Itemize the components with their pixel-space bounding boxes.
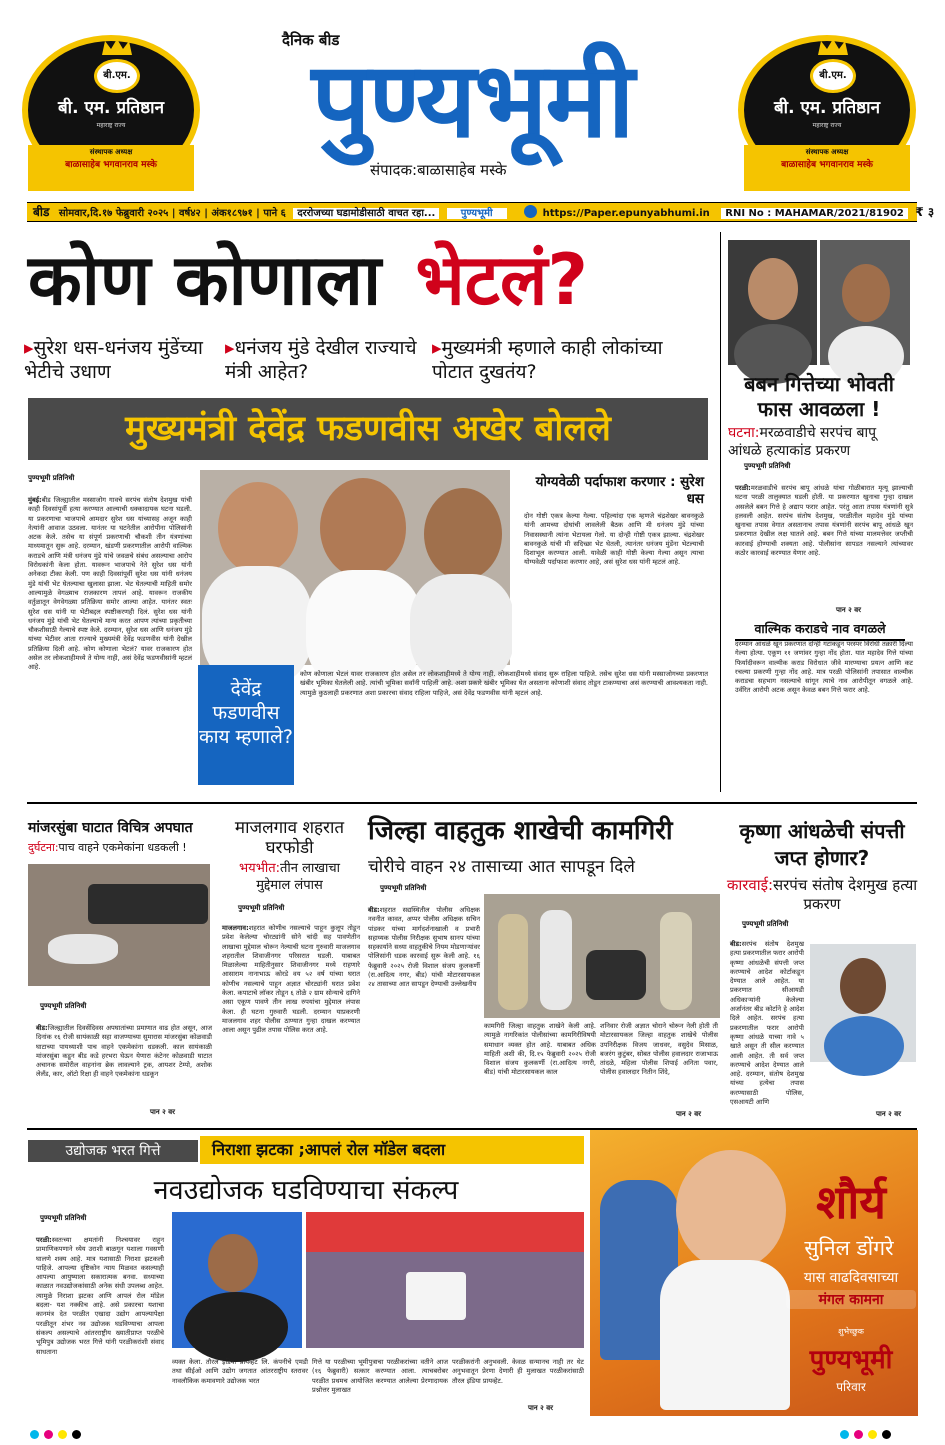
politicians-photo bbox=[200, 470, 510, 665]
right-top-body-lead: परळी: bbox=[735, 484, 751, 492]
column-rule bbox=[720, 232, 721, 792]
entre-body-col4: परळीकरांनी अनुभवली. केवळ सन्मानच नाही तर थेट अनुभवातून प्रेरणा देणारी ही मुलाखत परळीकरांसाठी तौरल इंडिया प्रायव्हेट. bbox=[452, 1358, 584, 1385]
lead-kicker: ▸मुख्यमंत्री म्हणाले काही लोकांच्या पोटात दुखतंय? bbox=[432, 337, 663, 383]
traffic-sub: चोरीचे वाहन २४ तासाच्या आत सापडून दिले bbox=[368, 857, 635, 877]
traffic-police-photo bbox=[484, 894, 720, 1018]
more-link[interactable]: पान २ वर bbox=[676, 1110, 701, 1118]
badge-founder: बाळासाहेब भगवानराव मस्के bbox=[65, 160, 157, 170]
info-tagline: दररोजच्या घडामोडीसाठी वाचत रहा... bbox=[293, 208, 439, 219]
entre-body-text: स्वतःच्या क्षमतांनी निश्चयावर राहून प्रामाणिकपणाने ध्येय उराशी बाळगून यशाला गवसणी घालणे शक्य आहे. मात्र यशासाठी निराशा झटकली पाहिजे. आपल्या दृष्टिकोन न्याय मिळवत कसल्याही आपल्या आयुष्याला सकारात्मक बनवा. सध्याच्या काळात नवउद्योजकांसाठी अनेक संधी उपलब्ध आहेत. त्यामुळे निराशा झटका आणि आपलं रोल मॉडेल बदला- यश नक्कीच आहे. असे प्रकारचा यशाचा कानमंत्र देत परळीत एखादा उद्योग आपल्यापेक्षा परळीतून शंभर नव उद्योजक घडविण्याचा आपला संकल्प असल्याचे आंतरराष्ट्रीय ख्यातीप्राप्त परळीचे भूमिपुत्र उद्योजक भरत गित्ते यांनी परळीकरांशी संवाद साधताना bbox=[36, 1236, 164, 1356]
masthead-daily: दैनिक बीड bbox=[282, 31, 340, 49]
krishna-body-lead: बीड: bbox=[730, 940, 742, 948]
krishna-headline: कृष्णा आंधळेची संपत्ती जप्त होणार? bbox=[739, 819, 905, 870]
info-year: वर्ष४२ bbox=[178, 208, 201, 219]
more-link[interactable]: पान २ वर bbox=[836, 606, 861, 614]
child-photo bbox=[660, 1260, 790, 1410]
info-price: ₹ ३ bbox=[915, 205, 935, 219]
info-issue: अंक१८९७१ bbox=[211, 208, 253, 219]
masthead-editor: संपादक:बाळासाहेब मस्के bbox=[370, 161, 507, 179]
lead-headline-red: भेटलं? bbox=[415, 239, 589, 321]
krishna-body-text: सरपंच संतोष देशमुख हत्या प्रकरणातील फरार आरोपी कृष्णा आंधळेची संपत्ती जप्त करण्याचे आदेश कोर्टाकडून देण्यात आले आहेत. या प्रकरणात सीआयडी अधिकाऱ्यांनी केलेल्या अर्जानंतर बीड कोर्टाने हे आदेश दिले आहेत. सरपंच हत्या प्रकरणातील फरार आरोपी कृष्णा आंधळे याच्या नावे ५ खाते असून ती सील करण्यात आली आहेत. ती सर्व जप्त करण्याचे आदेश देण्यात आले आहे. दरम्यान, संतोष देशमुख यांच्या हत्येचा तपास करण्यासाठी पोलिस, एसआयटी आणि bbox=[730, 940, 804, 1107]
theft-body-text: शहरात कोणीच नसल्याचे पाहून कुलूप तोडून प्रवेश केलेल्या चोरट्यांनी सोने चांदी सह पावणेतीन लाखाचा मुद्देमाल चोरून नेल्याची घटना गुरुवारी माजलगाव शहरातील शिवाजीनगर परिसरात घडली. याबाबत मिळालेल्या माहितीनुसार शिवाजीनगर मध्ये राहणारे आसाराम नानाभाऊ कोरडे वय ५२ वर्ष यांच्या घरात कोणीच नसल्याचे पाहून अज्ञात चोरट्यांनी घरात प्रवेश केला. कपाटाचे लॉकर तोडून ६ तोळे २ ग्राम सोन्याचे दागिने असा एकूण पावणे तीन लाख रुपयांचा मुद्देमाल लंपास केला. ही घटना गुरुवारी घडली. दरम्यान याप्रकरणी माजलगाव शहर पोलीस ठाण्यात गुन्हा दाखल करण्यात आला असून पुढील तपास पोलिस करत आहे. bbox=[222, 924, 360, 1035]
right-sub-headline: वाल्मिक कराडचे नाव वगळले bbox=[735, 620, 905, 641]
right-top-kicker bbox=[728, 424, 910, 460]
entre-kicker: निराशा झटका ;आपलं रोल मॉडेल बदला bbox=[200, 1136, 584, 1164]
entre-felicitation-photo bbox=[306, 1212, 584, 1348]
lead-headline-black: कोण कोणाला bbox=[28, 239, 382, 321]
theft-byline: पुण्यभूमी प्रतिनिधी bbox=[238, 904, 285, 912]
right-top-headline: बबन गित्तेच्या भोवती फास आवळला ! bbox=[744, 372, 894, 421]
accident-kicker bbox=[28, 840, 218, 855]
theft-body bbox=[222, 924, 360, 1122]
crown-icon bbox=[100, 37, 134, 57]
lead-banner: मुख्यमंत्री देवेंद्र फडणवीस अखेर बोलले bbox=[28, 398, 708, 460]
krishna-body bbox=[730, 940, 804, 1116]
traffic-body-col2: कामगिरी जिल्हा वाहतुक शाखेने केली आहे. त्यामुळे नागरिकांत पोलीसांच्या कामगिरीविषयी समाधान व्यक्त होत आहे. याबाबत अधिक माहिती अशी की, दि.१५ फेब्रुवारी २०२५ रोजी विशाल संजय कुलकर्णी (रा.आदित्य नगरी, बीड) यांची मोटारसायकल काल bbox=[484, 1022, 596, 1077]
badge-initials: बी.एम. bbox=[810, 59, 856, 93]
lead-body bbox=[28, 496, 192, 781]
more-link[interactable]: पान २ वर bbox=[150, 1108, 175, 1116]
info-bar: बीड सोमवार,दि.१७ फेब्रुवारी २०२५ | वर्ष४२ | अंक१८९७१ | पाने ६ दररोजच्या घडामोडीसाठी वाचत रहा... पुण्यभूमी https://Paper.epunyabhumi.in RNI No : MAHAMAR/2021/81902 ₹ ३ bbox=[27, 202, 917, 222]
lead-byline: पुण्यभूमी प्रतिनिधी bbox=[28, 474, 75, 482]
badge-founder: बाळासाहेब भगवानराव मस्के bbox=[781, 160, 873, 170]
right-sub-body: दरम्यान आंधळे खून प्रकरणात दोन्ही गटांकडून परस्पर विरोधी तक्रारी दिल्या गेल्या होत्या. एकूण ११ जणांवर गुन्हा नोंद होता. यात महादेव गित्ते यांच्या फिर्यादीवरून वाल्मीक कराड विरोधात जीवे मारण्याचा प्रयत्न आणि कट रचल्या प्रकरणी गुन्हा नोंद आहे. मात्र परळी पोलिसांनी तपासात वाल्मीक कराडचा सहभाग नसल्याचे सांगून त्याचे नाव आरोपीतून वगळले आहे. उर्वरित आरोपी अटक असून केवळ बबन गित्ते फरार आहे. bbox=[735, 640, 913, 695]
krishna-kicker-label: कारवाई: bbox=[726, 876, 773, 894]
ad-name-rest: सुनिल डोंगरे bbox=[804, 1236, 894, 1260]
badge-founder-role: संस्थापक अध्यक्ष bbox=[805, 148, 849, 156]
theft-kicker-label: भयभीत: bbox=[239, 861, 281, 876]
entre-byline: पुण्यभूमी प्रतिनिधी bbox=[40, 1214, 87, 1222]
badge-name: बी. एम. प्रतिष्ठान bbox=[773, 98, 881, 118]
quote-body: कोण कोणाला भेटलं यावर राजकारण होत असेल तर लोकशाहीमध्ये ते योग्य नाही. लोकशाहीमध्ये संवाद सुरू राहिला पाहिजे. तसेच सुरेश धस यांनी मस्साजोगच्या प्रकरणात खंबीर भूमिका घेतलेली आहे. त्यांची भूमिका सर्वांनी पाहिली आहे. अशा प्रकारे खंबीर भूमिका घेत असताना कोणाशी संवाद तोडून टाकण्याचा असं करण्याची आवश्यकता नाही. त्यामुळे कुठलाही प्रकरणात अशा प्रकारचा संवाद राहिला पाहिजे, असं देवेंद्र फडणवीस यांनी म्हटलं आहे. bbox=[300, 670, 708, 697]
right-top-kicker-label: घटना: bbox=[728, 425, 760, 441]
lead-kicker-text: धनंजय मुंडे देखील राज्याचे मंत्री आहेत? bbox=[225, 337, 417, 383]
badge-state: महाराष्ट्र राज्य bbox=[812, 122, 842, 129]
more-link[interactable]: पान २ वर bbox=[528, 1404, 553, 1412]
side-body: दोन गोष्टी एकत्र केल्या गेल्या. पहिल्यांदा एक म्हणजे चंद्रशेखर बावनकुळे यांनी आमच्या दोघांची लावलेली बैठक आणि मी धनंजय मुंडे यांच्या निवासस्थानी त्यांना भेटायला गेलो. या दोन्ही गोष्टी एकत्र झाल्या. चंद्रशेखर बावनकुळे यांची मी सदिच्छा भेट घेतली, त्यानंतर धनंजय मुंडेंना भेटल्याची दिशाभूल करण्यात आली. यावेळी काही गोष्टी केल्या गेल्या असून त्याचा योग्यवेळी पर्दाफाश करणार आहे, असं सुरेश धस यांनी म्हटलं आहे. bbox=[524, 512, 704, 567]
entre-section-tag: उद्योजक भरत गित्ते bbox=[28, 1140, 198, 1162]
left-trust-badge bbox=[22, 35, 200, 185]
quote-label: देवेंद्र फडणवीस काय म्हणाले? bbox=[198, 665, 294, 785]
ad-family: परिवार bbox=[836, 1380, 866, 1394]
accident-photo bbox=[28, 864, 210, 986]
theft-kicker-text: तीन लाखाचा मुद्देमाल लंपास bbox=[256, 861, 340, 893]
registration-marks bbox=[30, 1424, 230, 1434]
side-box bbox=[512, 470, 708, 666]
registration-marks bbox=[840, 1424, 920, 1434]
traffic-body-lead: बीड: bbox=[368, 906, 380, 914]
info-mini-logo: पुण्यभूमी bbox=[447, 208, 507, 219]
section-rule bbox=[27, 802, 917, 804]
krishna-kicker-text: सरपंच संतोष देशमुख हत्या प्रकरण bbox=[773, 876, 918, 913]
right-top-byline: पुण्यभूमी प्रतिनिधी bbox=[744, 462, 791, 470]
accident-headline: मांजरसुंबा घाटात विचित्र अपघात bbox=[28, 820, 193, 836]
traffic-body bbox=[368, 906, 480, 1114]
accused-photo bbox=[728, 240, 817, 365]
accident-kicker-label: दुर्घटना: bbox=[28, 841, 59, 854]
theft-body-lead: माजलगाव: bbox=[222, 924, 249, 932]
lead-headline bbox=[28, 230, 588, 330]
info-city: बीड bbox=[33, 205, 50, 219]
info-url[interactable]: https://Paper.epunyabhumi.in bbox=[542, 208, 710, 219]
lead-kicker-text: मुख्यमंत्री म्हणाले काही लोकांच्या पोटात दुखतंय? bbox=[432, 337, 663, 383]
theft-kicker bbox=[222, 860, 357, 894]
badge-founder-role: संस्थापक अध्यक्ष bbox=[89, 148, 133, 156]
accident-body-text: जिल्ह्यातील दिवसेंदिवस अपघातांच्या प्रमाणात वाढ होत असून, आज दिनांक १६ रोजी सायंकाळी सहा वाजण्याच्या सुमारास मांजरसुंबा कोळवाडी घाटाच्या पायथ्याशी पाच वाहने एकमेकांना धडकली. काल सायंकाळी मांजरसुंबा कडून बीड कडे हरभरा घेऊन येणारा कंटेनर कोळवाडी घाटात अचानक समोरील वाहनांना ब्रेक लावल्याने ट्रक, आयशर टेम्पो, अशोक लेलँड, कार, ऑटो रिक्षा ही वाहने एकमेकांना धडकून bbox=[36, 1024, 212, 1079]
child-photo bbox=[676, 1150, 786, 1270]
lead-kicker: ▸सुरेश धस-धनंजय मुंडेंच्या भेटीचे उधाण bbox=[24, 337, 203, 383]
krishna-byline: पुण्यभूमी प्रतिनिधी bbox=[742, 920, 789, 928]
accident-body bbox=[36, 1024, 212, 1116]
krishna-kicker bbox=[726, 876, 918, 914]
accused-photo bbox=[820, 240, 910, 365]
traffic-body-col3: शनिवार रोजी अज्ञात चोराने चोरून नेली होती ती मोटारसायकल जिल्हा वाहतुक शाखेचे पोलीस उपनिरीक्षक विजय जाधवर, वसुदेव मिसाळ, बजरंग कुटुंबर, सोबत पोलीस हवालदार राजाभाऊ तांदळे, महिला पोलीस शिपाई अनिता पवार, पोलीस हवालदार नितीन शिंदे, bbox=[600, 1022, 718, 1077]
crown-icon bbox=[816, 37, 850, 57]
right-top-kicker-text: मरळवाडीचे सरपंच बापू आंधळे हत्याकांड प्रकरण bbox=[728, 425, 877, 459]
accident-kicker-text: पाच वाहने एकमेकांना धडकली ! bbox=[58, 841, 187, 854]
entre-body-lead: परळी: bbox=[36, 1236, 52, 1244]
badge-founder-band bbox=[744, 145, 910, 191]
info-rni: RNI No : MAHAMAR/2021/81902 bbox=[721, 208, 908, 219]
traffic-byline: पुण्यभूमी प्रतिनिधी bbox=[380, 884, 427, 892]
birthday-ad bbox=[590, 1130, 918, 1416]
badge-initials: बी.एम. bbox=[94, 59, 140, 93]
ad-name-big: शौर्य bbox=[816, 1175, 886, 1229]
masthead-title: पुण्यभूमी bbox=[311, 39, 633, 161]
entre-body-col2: व्यक्त केला. तौरल इंडिया प्रायव्हेट लि. कंपनीचे एमडी तथा सीईओ आणि उद्योग जगतात आंतरराष्ट्रीय स्तरावर नावलौकिक कमावणारे उद्योजक भरत bbox=[172, 1358, 308, 1385]
entre-body-col3: गित्ते या परळीच्या भूमीपुत्राचा परळीकरांच्या वतीने आज (१६ फेब्रुवारी) सत्कार करण्यात आला. त्याचबरोबर परळीत प्रथमच आयोजित करण्यात आलेल्या प्रेरणादायक प्रश्नोत्तर मुलाखत bbox=[312, 1358, 448, 1394]
ad-line2: मंगल कामना bbox=[786, 1290, 916, 1309]
lead-body-text: बीड जिल्ह्यातील मस्साजोग गावचे सरपंच संतोष देशमुख यांची काही दिवसांपूर्वी हत्या करण्यात आल्याची धक्कादायक घटना घडली. या प्रकरणाचा भाजपाचे आमदार सुरेश धस यांच्यासह अजून काही नेत्यांनी आवाज उठवला. यानंतर या घटनेतील आरोपीना पोलिसांनी अटक केले. तसेच या संपूर्ण प्रकरणाची चौकशी तीन यंत्रणांच्या माध्यमातून सुरू आहे. दरम्यान, खंडणी प्रकरणातील आरोपी वाल्मिक कराडचे आणि मंत्री धनंजय मुंडे यांचे जवळचे संबंध असल्याचा आरोप विरोधकांनी केला होता. यावरून भाजपाचे नेते सुरेश धस यांनी अनेकदा टीका केली. पण काही दिवसांपूर्वी सुरेश धस यांनी धनंजय मुंडे यांची भेट घेतल्याचा खुलासा झाला. भेट घेतल्याची माहिती समोर आल्यामुळे वेगळ्याच राजकारण तापलं आहे. यावरून राजकीय वर्तुळातून वेगवेगळ्या प्रतिक्रिया समोर आल्या आहेत. यानंतर स्वतः सुरेश धस यांनी या भेटीबद्दल स्पष्टीकरणही दिलं. सुरेश धस यांनी धनंजय मुंडे यांची भेट घेतल्याचे मान्य करत आपण त्यांच्या प्रकृतीच्या चौकशीसाठी गेल्याचे स्पष्ट केले. दरम्यान, सुरेश धस आणि धनंजय मुंडे यांच्या भेटीवर आता राज्याचे मुख्यमंत्री देवेंद्र फडणवीस यांनी देखील प्रतिक्रिया दिली आहे. कोण कोणाला भेटलं? यावर राजकारण होत असेल तर लोकशाहीमध्ये ते योग्य नाही, असं देवेंद्र फडणवीसांनी म्हटलं आहे. bbox=[28, 496, 192, 672]
right-top-body-text: मरळवाडीचे सरपंच बापू आंधळे यांचा गोळीबारात मृत्यू झाल्याची घटना परळी तालुक्यात घडली होती. या प्रकरणात खुनाचा गुन्हा दाखल असलेले बबन गित्ते हे अद्याप फरार आहेत. परंतु आता तपास यंत्रणांनी सुत्रे हलवली आहेत. सरपंच संतोष देशमुख, परळीतील महादेव मुंडे यांच्या खुनाचा तपास वेगात असतानाच तपास यंत्रणांनी सरपंच बापू आंधळे खून प्रकरणात देखील लक्ष घातले आहे. बबन गित्ते यांच्या मालमत्तेवर जप्तीची कारवाई होण्याची शक्यता आहे. पोलीसांना सापडत नसल्याने त्यांच्यावर कठोर कारवाई करण्यात येणार आहे. bbox=[735, 484, 913, 558]
more-link[interactable]: पान २ वर bbox=[876, 1110, 901, 1118]
accused-krishna-photo bbox=[810, 944, 916, 1062]
accident-byline: पुण्यभूमी प्रतिनिधी bbox=[40, 1002, 87, 1010]
badge-state: महाराष्ट्र राज्य bbox=[96, 122, 126, 129]
accident-body-lead: बीड: bbox=[36, 1024, 48, 1032]
ad-line1: यास वाढदिवसाच्या bbox=[803, 1270, 899, 1286]
entre-body bbox=[36, 1236, 164, 1414]
globe-icon bbox=[524, 205, 537, 218]
traffic-headline: जिल्हा वाहतुक शाखेची कामगिरी bbox=[368, 816, 673, 846]
ad-from: शुभेच्छुक bbox=[838, 1327, 864, 1336]
entre-speaker-photo bbox=[172, 1212, 302, 1348]
lead-kicker: ▸धनंजय मुंडे देखील राज्याचे मंत्री आहेत? bbox=[225, 337, 417, 383]
lead-kicker-text: सुरेश धस-धनंजय मुंडेंच्या भेटीचे उधाण bbox=[24, 337, 203, 383]
lead-body-lead: मुंबई: bbox=[28, 496, 42, 504]
right-trust-badge bbox=[738, 35, 916, 185]
info-date: सोमवार,दि.१७ फेब्रुवारी २०२५ bbox=[58, 208, 169, 219]
theft-headline: माजलगाव शहरात घरफोडी bbox=[234, 818, 345, 858]
side-title: योग्यवेळी पर्दाफाश करणार : सुरेश धस bbox=[535, 474, 704, 507]
info-pages: पाने ६ bbox=[263, 208, 286, 219]
traffic-body-text: शहरात सद्यस्थितील पोलीस अधिक्षक नवनीत कावत, अप्पर पोलीस अधिक्षक सचिन पांडकर यांच्या मार्गदर्शनाखाली व प्रभारी सहाय्यक पोलीस निरीक्षक सुभाष सानप यांच्या सहकार्याने सध्या वाहतुकीचे नियम मोडणाऱ्यांवर पोलिसांनी धडक कारवाई सुरू केली आहे. १६ फेब्रुवारी २०२५ रोजी विशाल संजय कुलकर्णी (रा.आदित्य नगर, बीड) यांची मोटारसायकल २४ तासाच्या आत सापडून देण्याची उल्लेखनीय bbox=[368, 906, 480, 989]
badge-name: बी. एम. प्रतिष्ठान bbox=[57, 98, 165, 118]
entre-headline: नवउद्योजक घडविण्याचा संकल्प bbox=[153, 1175, 459, 1206]
badge-founder-band bbox=[28, 145, 194, 191]
ad-paper: पुण्यभूमी bbox=[809, 1345, 893, 1375]
right-top-body bbox=[735, 484, 913, 604]
